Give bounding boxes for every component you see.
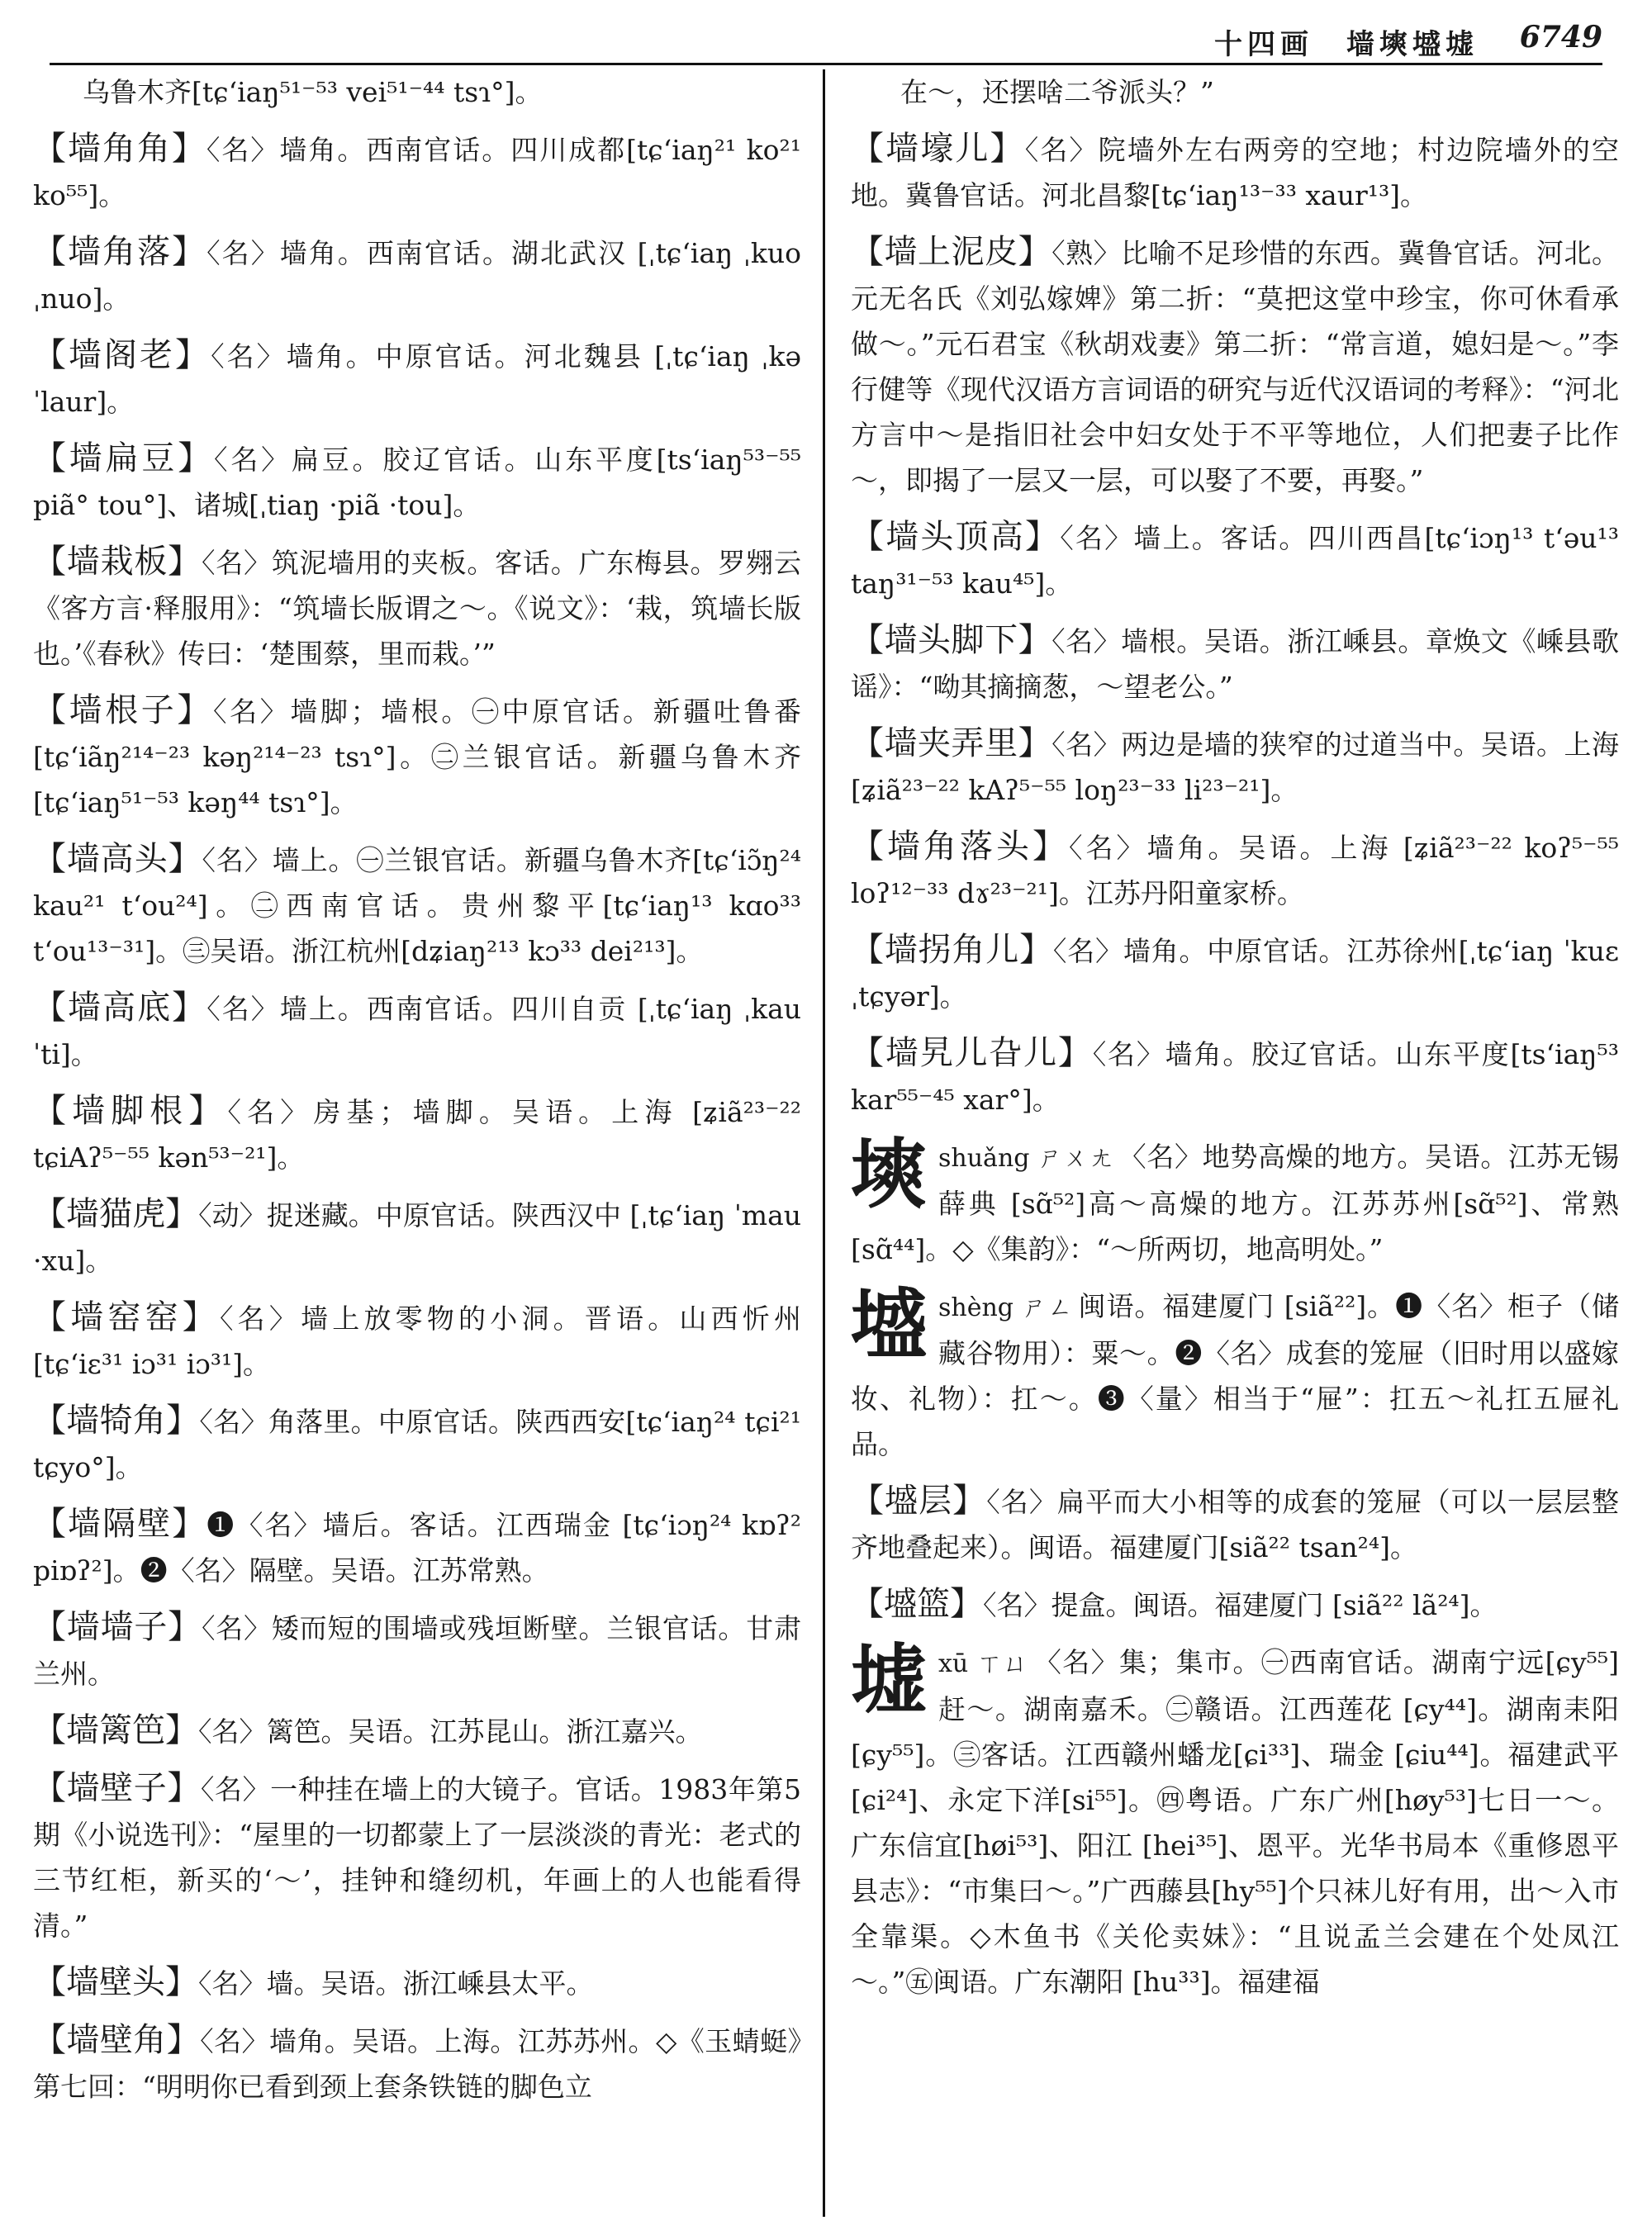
dictionary-entry	[33, 1089, 801, 1180]
entry-headword: 【墙高底】	[33, 989, 207, 1027]
dictionary-entry	[83, 69, 801, 115]
dictionary-entry	[851, 126, 1619, 218]
entry-headword: 【墙头脚下】	[851, 621, 1052, 659]
header-title: 十四画 墙塽墭墟	[1214, 28, 1479, 61]
entry-definition: 〈名〉墙角。西南官话。四川成都[tɕʻiaŋ²¹ ko²¹ ko⁵⁵]。	[33, 134, 801, 211]
entry-definition: 〈名〉墙。吴语。浙江嵊县太平。	[198, 1967, 594, 2000]
entry-pinyin: xū ㄒㄩ	[938, 1649, 1029, 1678]
dictionary-entry	[33, 1960, 801, 2006]
entry-headword: 【墙脚根】	[33, 1092, 228, 1130]
entry-definition: 〈名〉墙角。吴语。上海。江苏苏州。◇《玉蜻蜓》第七回：“明明你已看到颈上套条铁链的脚色立	[33, 2025, 801, 2103]
entry-character: 塽	[851, 1131, 928, 1219]
dictionary-entry	[33, 1398, 801, 1490]
entry-definition: 〈名〉矮而短的围墙或残垣断壁。兰银官话。甘肃兰州。	[33, 1612, 801, 1690]
dictionary-entry	[851, 1280, 1619, 1467]
entry-definition: 闽语。福建厦门 [siã²²]。❶〈名〉柜子（储藏谷物用）：粟～。❷〈名〉成套的笼屉（旧时用以盛嫁妆、礼物）：扛～。❸〈量〉相当于“屉”：扛五～礼扛五屉礼品。	[851, 1290, 1619, 1460]
dictionary-entry	[33, 837, 801, 974]
dictionary-entry	[851, 230, 1619, 503]
column-divider	[823, 69, 825, 2217]
entry-headword: 【墙角落头】	[851, 828, 1069, 866]
entry-definition: 〈名〉一种挂在墙上的大镜子。官话。1983年第5期《小说选刊》：“屋里的一切都蒙上了一层淡淡的青光：老式的三节红柜，新买的‘～’，挂钟和缝纫机，年画上的人也能看得清。”	[33, 1773, 801, 1942]
entry-definition: 〈名〉墙上。㊀兰银官话。新疆乌鲁木齐[tɕʻiɔ̃ŋ²⁴ kau²¹ tʻou²⁴]。㊁西南官话。贵州黎平[tɕʻiaŋ¹³ kɑo³³ tʻou¹³⁻³¹]。㊂吴语。浙江杭州[dʑiaŋ²¹³ kɔ³³ dei²¹³]。	[33, 844, 801, 967]
entry-definition: 〈名〉筑泥墙用的夹板。客话。广东梅县。罗翙云《客方言·释服用》：“筑墙长版谓之～。《说文》：‘栽，筑墙长版也。’《春秋》传曰：‘楚围蔡，里而栽。’”	[33, 547, 801, 670]
dictionary-entry	[33, 126, 801, 218]
entry-headword: 【墙墙子】	[33, 1608, 202, 1646]
dictionary-entry	[33, 539, 801, 676]
entry-definition: 〈名〉角落里。中原官话。陕西西安[tɕʻiaŋ²⁴ tɕi²¹ tɕyo°]。	[33, 1406, 801, 1483]
entry-character: 墭	[851, 1280, 928, 1369]
entry-definition: 〈名〉墙角。中原官话。河北魏县 [ˌtɕʻiaŋ ˌkə ˈlaur]。	[33, 340, 801, 418]
entry-headword: 【墭层】	[851, 1482, 987, 1520]
dictionary-entry	[33, 230, 801, 321]
entry-headword: 【墙角角】	[33, 130, 206, 168]
dictionary-entry	[851, 1031, 1619, 1122]
entry-character: 墟	[851, 1636, 928, 1725]
entry-definition: 〈名〉墙角。中原官话。江苏徐州[ˌtɕʻiaŋ ˈkuɛ ˌtɕyər]。	[851, 935, 1619, 1013]
entry-headword: 【墙隔壁】	[33, 1505, 207, 1543]
entry-headword: 【墙壁子】	[33, 1769, 201, 1807]
entry-headword: 【墙根子】	[33, 691, 214, 729]
entry-headword: 【墙阁老】	[33, 336, 211, 374]
entry-definition: 〈名〉提盒。闽语。福建厦门 [siã²² lã²⁴]。	[983, 1589, 1498, 1621]
entry-headword: 【墙壕儿】	[851, 130, 1025, 168]
entry-definition: 〈名〉篱笆。吴语。江苏昆山。浙江嘉兴。	[198, 1715, 703, 1748]
entry-definition: 〈熟〉比喻不足珍惜的东西。冀鲁官话。河北。元无名氏《刘弘嫁婢》第二折：“莫把这堂中珍宝，你可休看承做～。”元石君宝《秋胡戏妻》第二折：“常言道，媳妇是～。”李行健等《现代汉语方言词语的研究与近代汉语词的考释》：“河北方言中～是指旧社会中妇女处于不平等地位，人们把妻子比作～，即揭了一层又一层，可以娶了不要，再娶。”	[851, 237, 1619, 496]
dictionary-entry	[851, 824, 1619, 916]
entry-definition: 〈名〉院墙外左右两旁的空地；村边院墙外的空地。冀鲁官话。河北昌黎[tɕʻiaŋ¹³⁻³³ xaur¹³]。	[851, 134, 1619, 211]
entry-headword: 【墙篱笆】	[33, 1711, 198, 1749]
entry-definition: 〈名〉墙角。西南官话。湖北武汉 [ˌtɕʻiaŋ ˌkuo ˌnuo]。	[33, 237, 801, 315]
dictionary-entry	[33, 1708, 801, 1754]
dictionary-entry	[33, 985, 801, 1077]
dictionary-entry	[33, 436, 801, 528]
entry-definition: 乌鲁木齐[tɕʻiaŋ⁵¹⁻⁵³ vei⁵¹⁻⁴⁴ tsɿ°]。	[83, 76, 543, 108]
entry-pinyin: shuǎng ㄕㄨㄤ	[938, 1144, 1114, 1173]
entry-definition: 〈名〉墙上。客话。四川西昌[tɕʻiɔŋ¹³ tʻəu¹³ taŋ³¹⁻⁵³ kau⁴⁵]。	[851, 522, 1619, 600]
dictionary-entry	[851, 721, 1619, 813]
entry-definition: 〈名〉墙角。胶辽官话。山东平度[tsʻiaŋ⁵³ kar⁵⁵⁻⁴⁵ xar°]。	[851, 1038, 1619, 1116]
entry-headword: 【墙拐角儿】	[851, 931, 1053, 969]
dictionary-entry	[851, 618, 1619, 709]
entry-definition: 〈名〉墙脚；墙根。㊀中原官话。新疆吐鲁番[tɕʻiãŋ²¹⁴⁻²³ kəŋ²¹⁴⁻²³ tsɿ°]。㊁兰银官话。新疆乌鲁木齐[tɕʻiaŋ⁵¹⁻⁵³ kəŋ⁴⁴ tsɿ°]。	[33, 695, 801, 818]
dictionary-entry	[33, 1605, 801, 1696]
entry-headword: 【墙扁豆】	[33, 439, 215, 477]
entry-definition: 〈名〉扁豆。胶辽官话。山东平度[tsʻiaŋ⁵³⁻⁵⁵ piã° tou°]、诸城[ˌtiaŋ ·piã ·tou]。	[33, 444, 801, 521]
dictionary-entry	[33, 1192, 801, 1283]
entry-definition: 〈名〉两边是墙的狭窄的过道当中。吴语。上海[ʑiã²³⁻²² kAʔ⁵⁻⁵⁵ loŋ²³⁻³³ li²³⁻²¹]。	[851, 728, 1619, 806]
dictionary-entry	[900, 69, 1619, 115]
dictionary-entry	[851, 1582, 1619, 1628]
entry-definition: 〈名〉房基；墙脚。吴语。上海 [ʑiã²³⁻²² tɕiAʔ⁵⁻⁵⁵ kən⁵³⁻²¹]。	[33, 1096, 801, 1174]
entry-headword: 【墙窑窑】	[33, 1298, 220, 1336]
entry-definition: ❶〈名〉墙后。客话。江西瑞金 [tɕʻiɔŋ²⁴ kɒʔ² piɒʔ²]。❷〈名〉隔壁。吴语。江苏常熟。	[33, 1509, 801, 1587]
entry-headword: 【墭篮】	[851, 1585, 983, 1623]
entry-definition: 〈名〉地势高燥的地方。吴语。江苏无锡薛典 [sɑ̃⁵²]高～高燥的地方。江苏苏州[sɑ̃⁵²]、常熟 [sɑ̃⁴⁴]。◇《集韵》：“～所两切，地高明处。”	[851, 1141, 1619, 1265]
dictionary-entry	[851, 515, 1619, 606]
dictionary-entry	[33, 1502, 801, 1593]
entry-headword: 【墙夹弄里】	[851, 724, 1052, 762]
entry-headword: 【墙上泥皮】	[851, 233, 1052, 271]
entry-definition: 〈动〉捉迷藏。中原官话。陕西汉中 [ˌtɕʻiaŋ ˈmau ·xu]。	[33, 1199, 801, 1277]
dictionary-entry	[851, 1131, 1619, 1272]
entry-pinyin: shèng ㄕㄥ	[938, 1293, 1074, 1322]
entry-headword: 【墙高头】	[33, 840, 202, 878]
entry-definition: 〈名〉墙根。吴语。浙江嵊县。章焕文《嵊县歌谣》：“呦其摘摘葱，～望老公。”	[851, 625, 1619, 703]
dictionary-entry	[33, 1766, 801, 1948]
right-column	[851, 69, 1619, 2217]
dictionary-entry	[851, 1478, 1619, 1570]
entry-headword: 【墙角落】	[33, 233, 207, 271]
dictionary-entry	[33, 1295, 801, 1387]
entry-definition: 〈名〉墙上。西南官话。四川自贡 [ˌtɕʻiaŋ ˌkau ˈti]。	[33, 993, 801, 1070]
entry-headword: 【墙猫虎】	[33, 1195, 199, 1233]
dictionary-entry	[33, 688, 801, 825]
dictionary-entry	[33, 333, 801, 425]
entry-headword: 【墙犄角】	[33, 1402, 200, 1440]
entry-definition: 〈名〉墙上放零物的小洞。晋语。山西忻州 [tɕʻiɛ³¹ iɔ³¹ iɔ³¹]。	[33, 1302, 801, 1380]
dictionary-entry	[851, 928, 1619, 1019]
entry-definition: 〈名〉扁平而大小相等的成套的笼屉（可以一层层整齐地叠起来）。闽语。福建厦门[siã²² tsan²⁴]。	[851, 1486, 1619, 1563]
entry-definition: 在～，还摆啥二爷派头？”	[900, 76, 1214, 108]
left-column	[33, 69, 801, 2217]
dictionary-entry	[33, 2018, 801, 2109]
page-number: 6749	[1519, 20, 1602, 55]
entry-definition: 〈名〉集；集市。㊀西南官话。湖南宁远[ɕy⁵⁵]赶～。湖南嘉禾。㊁赣语。江西莲花 [ɕy⁴⁴]。湖南耒阳 [ɕy⁵⁵]。㊂客话。江西赣州蟠龙[ɕi³³]、瑞金 [ɕiu⁴⁴]。福建武平 [ɕi²⁴]、永定下洋[si⁵⁵]。㊃粤语。广东广州[høy⁵³]七日一～。广东信宜[høi⁵³]、阳江 [hei³⁵]、恩平。光华书局本《重修恩平县志》：“市集曰～。”广西藤县[hy⁵⁵]个只袜儿好有用，出～入市全靠渠。◇木鱼书《关伦卖妹》：“且说孟兰会建在个处凤江～。”㊄闽语。广东潮阳 [hu³³]。福建福	[851, 1646, 1619, 1998]
dictionary-entry	[851, 1636, 1619, 2005]
entry-headword: 【墙壁头】	[33, 1963, 198, 2001]
entry-headword: 【墙头顶高】	[851, 518, 1061, 556]
entry-definition: 〈名〉墙角。吴语。上海 [ʑiã²³⁻²² koʔ⁵⁻⁵⁵ loʔ¹²⁻³³ dɤ²³⁻²¹]。江苏丹阳童家桥。	[851, 832, 1619, 909]
entry-headword: 【墙旯儿旮儿】	[851, 1034, 1093, 1072]
entry-headword: 【墙壁角】	[33, 2021, 201, 2059]
page-header	[50, 15, 1602, 65]
entry-headword: 【墙栽板】	[33, 543, 202, 581]
